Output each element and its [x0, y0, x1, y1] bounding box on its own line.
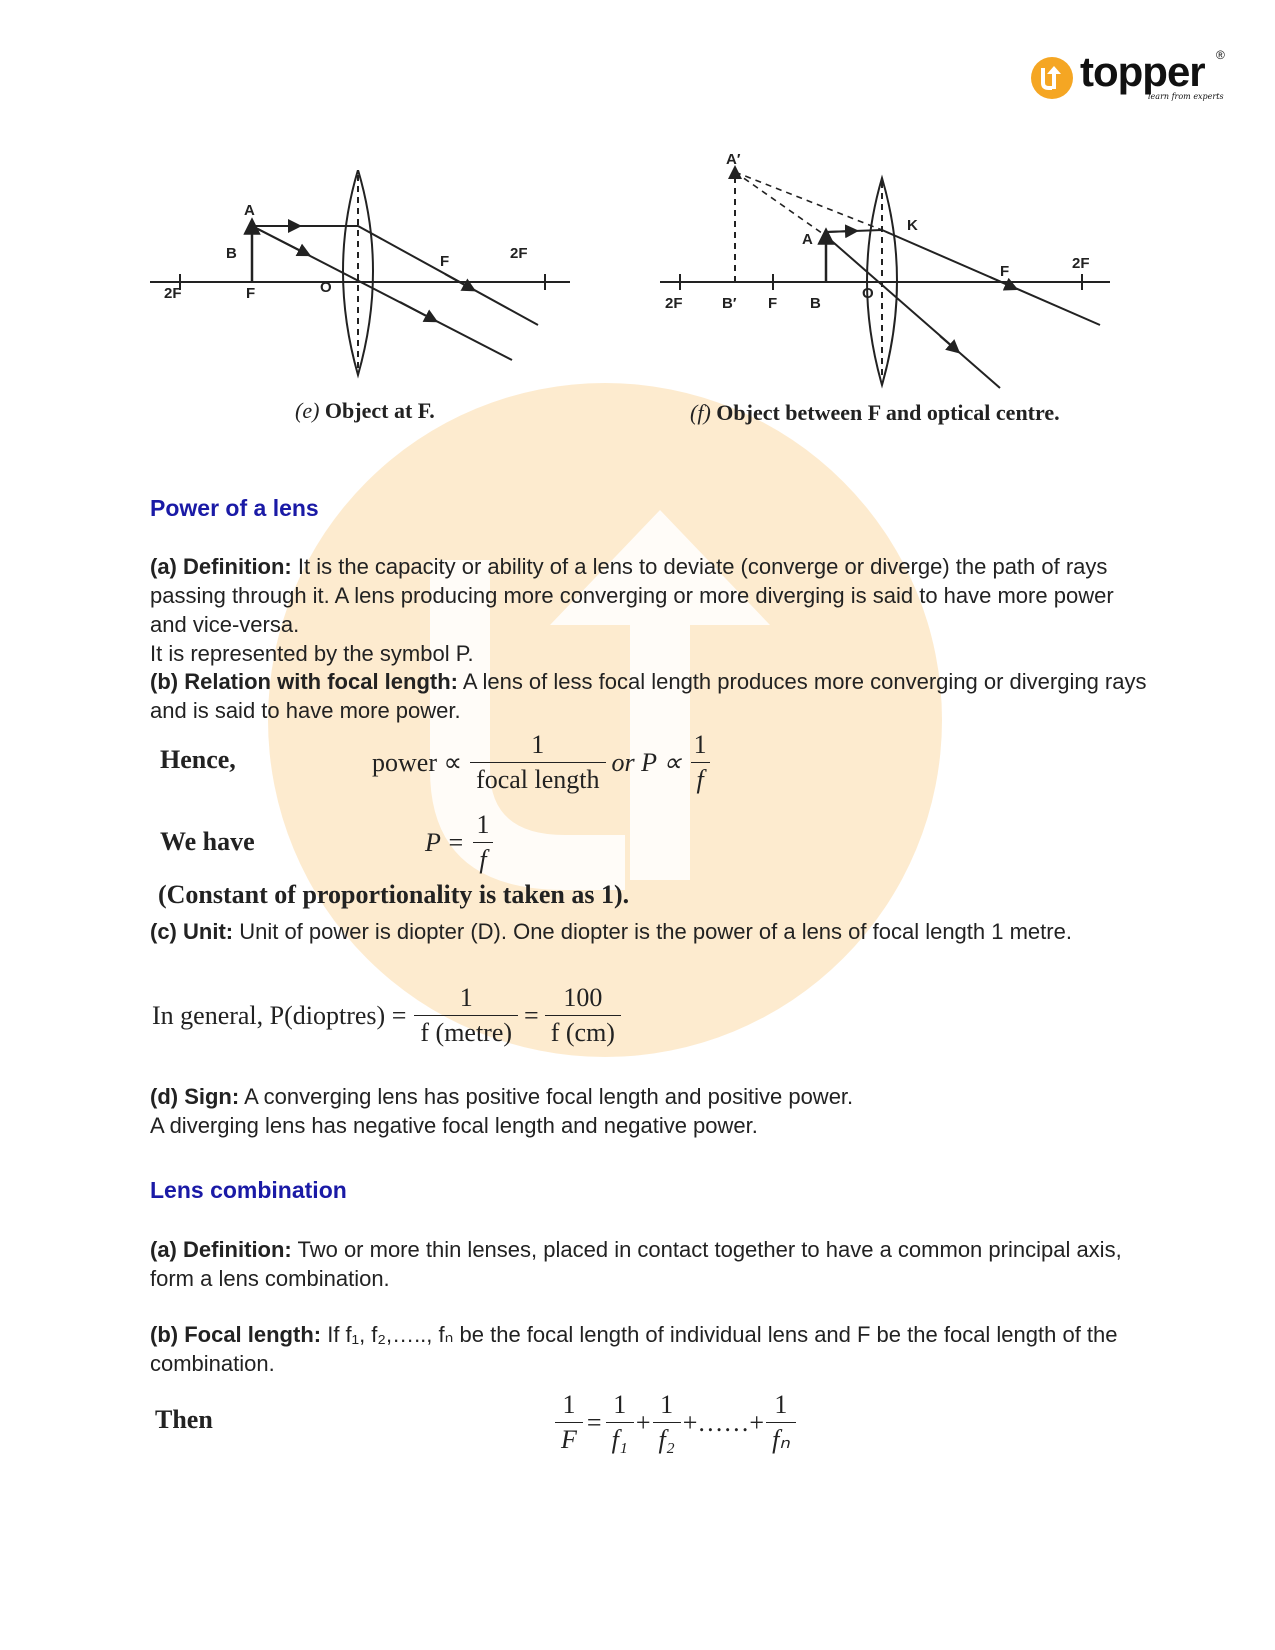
label: (d) Sign: [150, 1084, 240, 1109]
denominator: f [473, 842, 492, 875]
ray-diagram-object-at-f [150, 170, 570, 400]
caption-tag: (f) [690, 400, 711, 425]
power-symbol-line: It is represented by the symbol P. [150, 641, 474, 666]
fraction [470, 730, 605, 795]
numerator: 1 [531, 730, 545, 759]
label-b-prime: B′ [722, 295, 737, 312]
numerator: 1 [613, 1390, 627, 1419]
label-a: A [244, 202, 255, 219]
back-ray-1 [735, 172, 882, 230]
numerator: 1 [459, 983, 473, 1012]
fraction [545, 983, 621, 1048]
denominator: F [555, 1422, 583, 1455]
fraction [414, 983, 518, 1048]
power-proportional-formula [372, 730, 713, 795]
logo-mark-icon [1030, 56, 1074, 100]
back-ray-2 [735, 172, 826, 236]
caption-text: Object at F. [324, 398, 435, 423]
numerator: 1 [562, 1390, 576, 1419]
denominator: f₁ [606, 1422, 634, 1455]
label: (c) Unit: [150, 919, 234, 944]
plus: + [635, 1407, 651, 1437]
fraction [555, 1390, 583, 1455]
label: (b) Focal length: [150, 1322, 322, 1347]
label-2f-left: 2F [164, 285, 182, 302]
we-have-label: We have [160, 827, 255, 856]
heading-power-of-lens: Power of a lens [150, 495, 319, 521]
label: (b) Relation with focal length: [150, 669, 458, 694]
denominator: f₂ [653, 1422, 681, 1455]
numerator: 1 [660, 1390, 674, 1419]
ray-through-centre [826, 236, 1000, 388]
hence-label: Hence, [160, 745, 236, 774]
caption-figure-f [690, 400, 1060, 426]
denominator: f (cm) [545, 1015, 621, 1048]
ray-diagram-object-between-f-and-centre [660, 150, 1120, 400]
label-f-right: F [440, 253, 450, 270]
text: Two or more thin lenses, placed in contact together to have a common principal axis, form a lens combination. [150, 1237, 1122, 1291]
text: A lens of less focal length produces more converging or diverging rays and is said to have more power. [150, 669, 1147, 723]
brand-tagline: learn from experts [1148, 92, 1224, 101]
denominator: f (metre) [414, 1015, 518, 1048]
text: It is the capacity or ability of a lens to deviate (converge or diverge) the path of rays passing through it. A lens producing more converging or more diverging is said to have more power and vice-versa. [150, 554, 1114, 637]
constant-note: (Constant of proportionality is taken as 1). [158, 880, 630, 909]
fraction [653, 1390, 681, 1455]
dots: +……+ [682, 1407, 765, 1437]
combination-focal-length [150, 1320, 1150, 1378]
label-b: B [810, 295, 821, 312]
label-o: O [862, 285, 874, 302]
label: (a) Definition: [150, 554, 292, 579]
caption-figure-e [295, 398, 435, 424]
label-k: K [907, 217, 918, 234]
denominator: fₙ [766, 1422, 796, 1455]
numerator: 1 [476, 810, 490, 839]
power-equals-formula [425, 810, 495, 875]
equals: = [524, 1000, 539, 1030]
power-definition [150, 552, 1150, 639]
caption-text: Object between F and optical centre. [716, 400, 1060, 425]
label-2f-right: 2F [1072, 255, 1090, 272]
p-eq: P = [425, 827, 465, 857]
brand-name: topper [1080, 48, 1205, 95]
equals: = [586, 1407, 602, 1437]
numerator: 1 [774, 1390, 788, 1419]
label-2f-left: 2F [665, 295, 683, 312]
power-word: power ∝ [372, 747, 463, 777]
numerator: 100 [563, 983, 603, 1012]
heading-lens-combination: Lens combination [150, 1177, 347, 1203]
brand-logo [1030, 48, 1230, 104]
power-sign [150, 1082, 1150, 1111]
fraction [606, 1390, 634, 1455]
text: A converging lens has positive focal length and positive power. [239, 1084, 854, 1109]
label-o: O [320, 279, 332, 296]
general-formula [152, 983, 621, 1048]
combination-definition [150, 1235, 1150, 1293]
label-b: B [226, 245, 237, 262]
caption-tag: (e) [295, 398, 320, 423]
label-f-right: F [1000, 263, 1010, 280]
label-f-left: F [768, 295, 778, 312]
numerator: 1 [693, 730, 707, 759]
power-relation [150, 667, 1150, 725]
label-f-left: F [246, 285, 256, 302]
fraction [766, 1390, 796, 1455]
label: (a) Definition: [150, 1237, 292, 1262]
fraction [470, 810, 495, 875]
ray-parallel [252, 226, 538, 325]
or-p: or P ∝ [611, 747, 682, 777]
label-2f-right: 2F [510, 245, 528, 262]
power-sign-line2: A diverging lens has negative focal length and negative power. [150, 1113, 758, 1138]
denominator: f [691, 762, 710, 795]
combination-formula [555, 1390, 796, 1455]
text: If f₁, f₂,….., fₙ be the focal length of individual lens and F be the focal length of the combination. [150, 1322, 1118, 1376]
label-a-prime: A′ [726, 151, 741, 168]
then-label: Then [155, 1405, 213, 1434]
general-label: In general, P(dioptres) = [152, 1000, 407, 1030]
denominator: focal length [470, 762, 605, 795]
text: Unit of power is diopter (D). One diopter is the power of a lens of focal length 1 metre. [233, 919, 1072, 944]
fraction [688, 730, 713, 795]
label-a: A [802, 231, 813, 248]
brand-registered: ® [1216, 48, 1225, 62]
power-unit [150, 917, 1150, 946]
